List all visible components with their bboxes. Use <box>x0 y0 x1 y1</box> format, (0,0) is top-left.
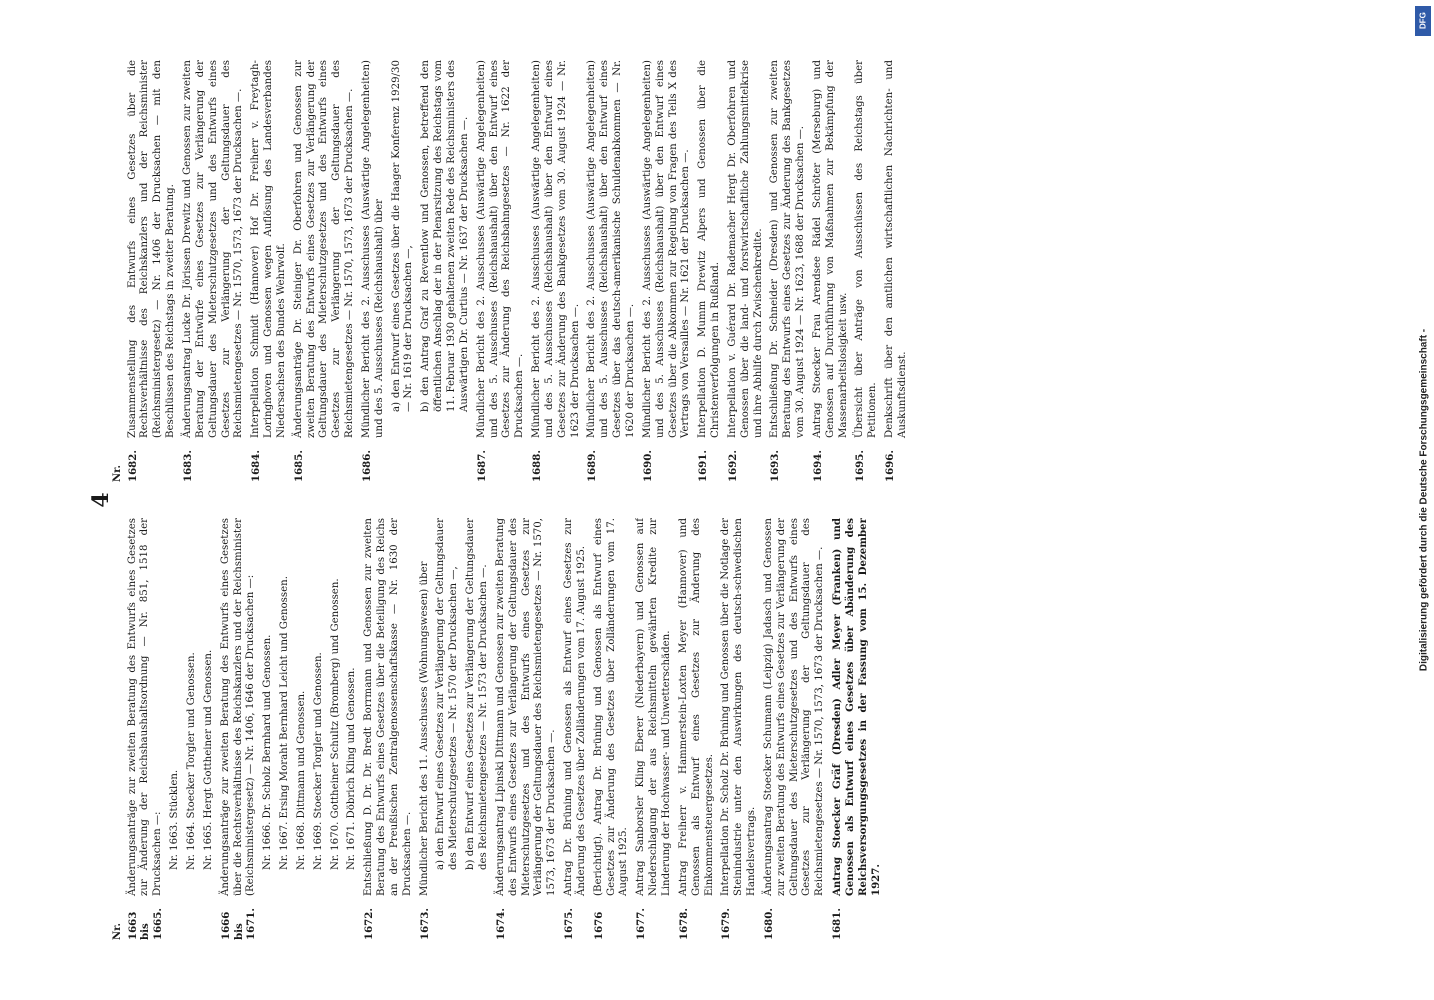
document-entry <box>884 60 910 482</box>
entry-number: 1666 bis 1671. <box>219 908 258 940</box>
document-entry <box>586 60 637 482</box>
entry-number <box>186 896 199 940</box>
document-entry <box>531 60 582 482</box>
document-entry <box>727 60 766 482</box>
document-entry <box>854 60 880 482</box>
document-entry <box>262 518 275 940</box>
digitization-note: Digitalisierung gefördert durch die Deutsche Forschungsgemeinschaft - <box>1418 328 1430 672</box>
entry-text: Mündlicher Bericht des 2. Ausschusses (Auswärtige Angelegenheiten) und des 5. Ausschusses (Reichshaushalt) über <box>360 60 385 438</box>
entry-text: Nr. 1663. Stücklen. <box>169 769 181 870</box>
entry-number: 1681. <box>831 908 844 940</box>
entry-text: Mündlicher Bericht des 11. Ausschusses (Wohnungswesen) über <box>418 561 430 896</box>
entry-number: 1663 bis 1665. <box>126 908 165 940</box>
entry-text: Änderungsantrag Lipinski Dittmann und Genossen zur zweiten Beratung des Entwurfs eines Gesetzes zur Verlängerung der Geltungsdauer des Mieterschutzgesetzes und des Entwurfs eines Gesetzes zur Verlängerung der Geltungsdauer des Reichsmietengesetzes — Nr. 1570, 1573, 1673 der Drucksachen —. <box>494 518 558 896</box>
entry-number: 1696. <box>884 450 897 482</box>
entry-text: Übersicht über Anträge von Ausschüssen des Reichstags über Petitionen. <box>854 60 879 438</box>
entry-text: Nr. 1664. Stoecker Torgler und Genossen. <box>185 652 197 870</box>
document-entry <box>169 518 182 940</box>
document-entry <box>419 518 432 940</box>
entry-number: 1672. <box>363 908 376 940</box>
entry-number <box>465 896 491 940</box>
entry-number <box>262 896 275 940</box>
entry-number <box>203 896 216 940</box>
right-column <box>112 60 1332 482</box>
entry-number <box>346 896 359 940</box>
entry-text: Änderungsanträge zur zweiten Beratung des Entwurfs eines Gesetzes über die Rechtsverhältnisse des Reichskanzlers und der Reichsminister (Reichsministergesetz) — Nr. 1406, 1646 der Drucksachen —: <box>219 518 257 896</box>
entry-number <box>435 896 461 940</box>
entry-text: Nr. 1671. Döbrich Kling und Genossen. <box>346 667 358 870</box>
entry-text: a) den Entwurf eines Gesetzes über die Haager Konferenz 1929/30 — Nr. 1619 der Drucksachen —, <box>390 60 415 412</box>
entry-number: 1687. <box>475 450 488 482</box>
document-entry <box>363 518 414 940</box>
document-entry <box>593 518 632 940</box>
entry-number: 1679. <box>720 908 733 940</box>
document-entry <box>250 60 289 482</box>
entry-number: 1692. <box>726 450 739 482</box>
rotated-document-page <box>82 20 1352 980</box>
entry-text: Nr. 1668. Dittmann und Genossen. <box>295 690 307 870</box>
document-entry <box>563 518 589 940</box>
document-entry <box>678 518 717 940</box>
document-entry <box>330 518 343 940</box>
entry-text: Nr. 1667. Ersing Moraht Bernhard Leicht und Genossen. <box>279 576 291 870</box>
entry-number: 1680. <box>762 908 775 940</box>
document-entry <box>220 518 259 940</box>
document-entry <box>812 60 851 482</box>
entry-number <box>296 896 309 940</box>
document-entry <box>465 518 491 940</box>
document-entry <box>186 518 199 940</box>
document-entry <box>635 518 674 940</box>
columns-container <box>112 60 1332 940</box>
entry-text: Mündlicher Bericht des 2. Ausschusses (Auswärtige Angelegenheiten) und des 5. Ausschusses (Reichshaushalt) über den Entwurf eines Gesetzes über das deutsch-amerikanische Schuldenabkommen — Nr. 1620 der Drucksachen —. <box>586 60 636 438</box>
page-number: 4 <box>88 492 114 508</box>
document-entry <box>720 518 759 940</box>
entry-text: Mündlicher Bericht des 2. Ausschusses (Auswärtige Angelegenheiten) und des 5. Ausschusses (Reichshaushalt) über den Entwurf eines Gesetzes zur Änderung des Bankgesetzes vom 30. August 1924 — Nr. 1623 der Drucksachen —. <box>531 60 581 438</box>
entry-text: Interpellation Schmidt (Hannover) Hof Dr. Freiherr v. Freytagh-Loringhoven und Genossen wegen Auflösung des Landesverbandes Niedersachsen des Bundes Wehrwolf. <box>250 60 287 438</box>
document-entry <box>642 60 693 482</box>
entry-text: a) den Entwurf eines Gesetzes zur Verlängerung der Geltungsdauer des Mieterschutzgesetzes — Nr. 1570 der Drucksachen —, <box>435 518 460 870</box>
entry-number: 1689. <box>586 450 599 482</box>
entry-text: Interpellation D. Mumm Drewitz Alpers und Genossen über die Christenverfolgungen in Rußland. <box>697 60 722 438</box>
document-entry <box>361 60 387 482</box>
entry-text: Antrag Sanborsler Kling Eberer (Niederbayern) und Genossen auf Niederschlagung der aus Reichsmitteln gewährten Kredite zur Linderung der Hochwasser- und Unwetterschäden. <box>635 518 672 896</box>
entry-text: Nr. 1669. Stoecker Torgler und Genossen. <box>312 652 324 870</box>
entry-number: 1677. <box>635 908 648 940</box>
document-entry <box>127 518 166 940</box>
entry-number: 1694. <box>811 450 824 482</box>
document-entry <box>313 518 326 940</box>
entry-text: Änderungsantrag Stoecker Schumann (Leipzig) Jadasch und Genossen zur zweiten Beratung des Entwurfs eines Gesetzes zur Verlängerung der Geltungsdauer des Mieterschutzgesetzes und des Entwurfs eines Gesetzes zur Verlängerung der Geltungsdauer des Reichsmietengesetzes — Nr. 1570, 1573, 1673 der Drucksachen —. <box>762 518 826 896</box>
entry-text: Denkschrift über den amtlichen wirtschaftlichen Nachrichten- und Auskunftsdienst. <box>884 60 908 438</box>
document-entry <box>435 518 461 940</box>
document-entry <box>763 518 827 940</box>
entry-text: Antrag Freiherr v. Hammerstein-Loxten Meyer (Hannover) und Genossen als Entwurf eines Gesetzes zur Änderung des Einkommensteuergesetzes. <box>677 518 715 896</box>
left-column <box>112 518 1332 940</box>
entry-text: Entschließung D. Dr. Dr. Bredt Borrmann und Genossen zur zweiten Beratung des Entwurfs eines Gesetzes über die Beteiligung des Reichs an der Preußischen Zentralgenossenschaftskasse — Nr. 1630 der Drucksachen —. <box>363 518 413 896</box>
document-entry <box>203 518 216 940</box>
document-entry <box>279 518 292 940</box>
column-head-right: Nr. <box>112 465 123 482</box>
entry-number <box>391 438 417 482</box>
entry-number: 1686. <box>360 450 373 482</box>
entry-number: 1676 <box>592 911 605 940</box>
entry-number <box>279 896 292 940</box>
entry-text: Interpellation v. Guérard Dr. Rademacher Hergt Dr. Oberfohren und Genossen über die land- und forstwirtschaftliche Zahlungsmittelkrise und ihre Abhilfe durch Zwischenkredite. <box>726 60 764 438</box>
document-entry <box>697 60 723 482</box>
entry-number: 1678. <box>677 908 690 940</box>
entry-number: 1673. <box>418 908 431 940</box>
entry-number: 1682. <box>126 450 139 482</box>
entry-text: Mündlicher Bericht des 2. Ausschusses (Auswärtige Angelegenheiten) und des 5. Ausschusses (Reichshaushalt) über den Entwurf eines Gesetzes zur Änderung des Reichsbahngesetzes — Nr. 1622 der Drucksachen —. <box>475 60 526 438</box>
document-entry <box>476 60 527 482</box>
document-entry <box>296 518 309 940</box>
document-entry <box>293 60 357 482</box>
entry-text: Antrag Stoecker Frau Arendsee Rädel Schröter (Merseburg) und Genossen auf Durchführung von Maßnahmen zur Bekämpfung der Massenarbeitslosigkeit usw. <box>811 60 849 438</box>
entry-number: 1691. <box>697 450 710 482</box>
entry-text: Änderungsanträge zur zweiten Beratung des Entwurfs eines Gesetzes zur Änderung der Reichshaushaltsordnung — Nr. 851, 1518 der Drucksachen —: <box>126 518 164 896</box>
document-entry <box>831 518 882 940</box>
entry-text: (Berichtigt). Antrag Dr. Brüning und Genossen als Entwurf eines Gesetzes zur Änderung des Gesetzes über Zolländerungen vom 17. August 1925. <box>592 518 630 896</box>
entry-number: 1690. <box>641 450 654 482</box>
document-entry <box>420 60 471 482</box>
entry-text: Zusammenstellung des Entwurfs eines Gesetzes über die Rechtsverhältnisse des Reichskanzlers und der Reichsminister (Reichsministergesetz) — Nr. 1406 der Drucksachen — mit den Beschlüssen des Reichstags in zweiter Beratung. <box>126 60 177 438</box>
entry-text: b) den Entwurf eines Gesetzes zur Verlängerung der Geltungsdauer des Reichsmietengesetzes — Nr. 1573 der Drucksachen —. <box>465 518 489 870</box>
entry-text: Entschließung Dr. Schneider (Dresden) und Genossen zur zweiten Beratung des Entwurfs eines Gesetzes zur Änderung des Bankgesetzes vom 30. August 1924 — Nr. 1623, 1688 der Drucksachen —. <box>769 60 807 438</box>
document-entry <box>182 60 246 482</box>
document-entry <box>495 518 559 940</box>
document-entry <box>127 60 178 482</box>
entry-number <box>169 896 182 940</box>
entry-number: 1695. <box>854 450 867 482</box>
entry-text: Interpellation Dr. Scholz Dr. Brüning und Genossen über die Notlage der Steinindustrie unter den Auswirkungen des deutsch-schwedischen Handelsvertrags. <box>720 518 758 896</box>
entry-number: 1684. <box>250 450 263 482</box>
dfg-logo: DFG <box>1415 6 1431 36</box>
entry-text: Mündlicher Bericht des 2. Ausschusses (Auswärtige Angelegenheiten) und des 5. Ausschusses (Reichshaushalt) über den Entwurf eines Gesetzes über die Abkommen zur Regelung von Fragen des Teils X des Vertrags von Versailles — Nr. 1621 der Drucksachen —. <box>641 60 692 438</box>
entry-text: Nr. 1670. Gottheiner Schultz (Bromberg) und Genossen. <box>329 578 341 870</box>
entry-number: 1675. <box>563 908 576 940</box>
column-head-left: Nr. <box>112 923 123 940</box>
entry-text: Antrag Dr. Brüning und Genossen als Entwurf eines Gesetzes zur Änderung des Gesetzes über Zolländerungen vom 17. August 1925. <box>563 518 587 896</box>
entry-number: 1693. <box>769 450 782 482</box>
entry-text: b) den Antrag Graf zu Reventlow und Genossen, betreffend den öffentlichen Anschlag der in der Plenarsitzung des Reichstags vom 11. Februar 1930 gehaltenen zweiten Rede des Reichsministers des Auswärtigen Dr. Curtius — Nr. 1637 der Drucksachen —. <box>420 60 470 412</box>
entry-number <box>313 896 326 940</box>
document-entry <box>346 518 359 940</box>
entry-text: Antrag Stoecker Gräf (Dresden) Adler Meyer (Franken) und Genossen als Entwurf eines Gesetzes über Abänderung des Reichsversorgungsgesetzes in der Fassung vom 15. Dezember 1927. <box>831 518 882 896</box>
entry-number <box>330 896 343 940</box>
entry-text: Änderungsantrag Lucke Dr. Jörissen Drewitz und Genossen zur zweiten Beratung der Entwürfe eines Gesetzes zur Verlängerung der Geltungsdauer des Mieterschutzgesetzes und des Entwurfs eines Gesetzes zur Verlängerung der Geltungsdauer des Reichsmietengesetzes — Nr. 1570, 1573, 1673 der Drucksachen —. <box>181 60 245 438</box>
document-entry <box>769 60 808 482</box>
entry-text: Änderungsanträge Dr. Steiniger Dr. Oberfohren und Genossen zur zweiten Beratung des Entwurfs eines Gesetzes zur Verlängerung der Geltungsdauer des Mieterschutzgesetzes und des Entwurfs eines Gesetzes zur Verlängerung der Geltungsdauer des Reichsmietengesetzes — Nr. 1570, 1573, 1673 der Drucksachen —. <box>292 60 356 438</box>
document-entry <box>391 60 417 482</box>
entry-number: 1674. <box>494 908 507 940</box>
entry-number: 1683. <box>181 450 194 482</box>
entry-number <box>420 438 471 482</box>
entry-text: Nr. 1666. Dr. Scholz Bernhard und Genossen. <box>262 634 274 870</box>
entry-number: 1688. <box>531 450 544 482</box>
entry-text: Nr. 1665. Hergt Gottheiner und Genossen. <box>202 649 214 870</box>
entry-number: 1685. <box>292 450 305 482</box>
